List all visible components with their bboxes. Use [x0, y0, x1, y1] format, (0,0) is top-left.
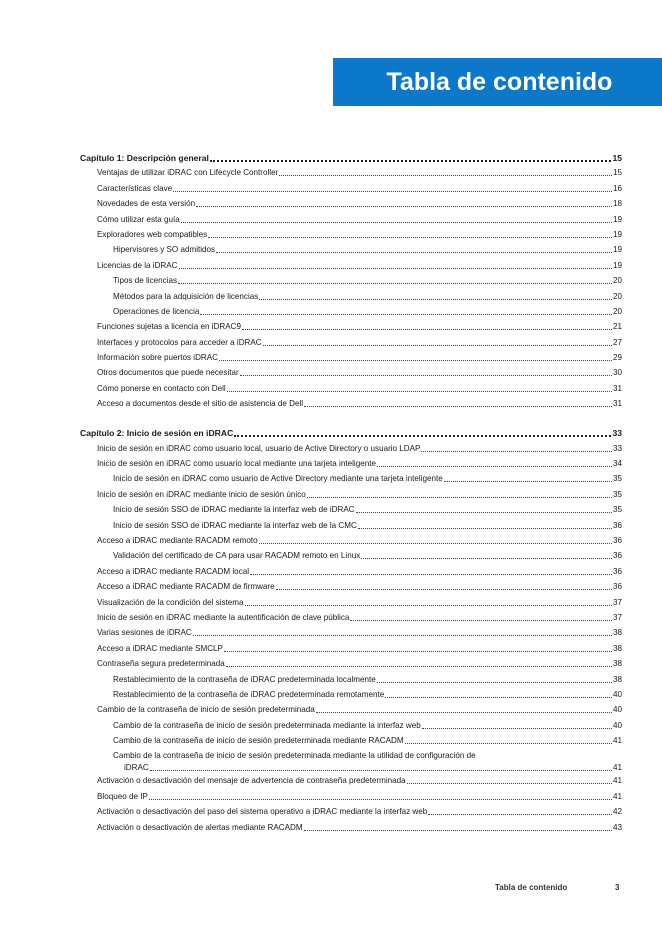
- toc-entry-title: Bloqueo de IP: [97, 791, 148, 801]
- dot-leader: [245, 605, 612, 606]
- dot-leader: [421, 451, 612, 452]
- toc-entry-page: 41: [612, 776, 622, 786]
- toc-entry-title: Cambio de la contraseña de inicio de sesión predeterminada mediante la utilidad de configuración de: [113, 751, 476, 761]
- toc-entry-page: 41: [612, 763, 622, 773]
- dot-leader: [224, 651, 612, 652]
- dot-leader: [240, 375, 612, 376]
- dot-leader: [428, 814, 612, 815]
- toc-entry-link[interactable]: [80, 715, 622, 730]
- toc-entry-link[interactable]: [80, 317, 622, 332]
- toc-entry-page: 35: [612, 505, 622, 515]
- toc-entry-link[interactable]: [80, 271, 622, 286]
- dot-leader: [178, 283, 612, 284]
- dot-leader: [316, 712, 612, 713]
- toc-entry-link[interactable]: [80, 592, 622, 607]
- dot-leader: [356, 512, 612, 513]
- toc-entry-page: 36: [612, 582, 622, 592]
- toc-entry-title: Acceso a iDRAC mediante SMCLP: [97, 643, 223, 653]
- dot-leader: [173, 191, 612, 192]
- toc-entry-title: Hipervisores y SO admitidos: [113, 245, 216, 255]
- dot-leader: [405, 743, 612, 744]
- toc-entry-link[interactable]: [80, 802, 622, 817]
- toc-entry-title: Inicio de sesión en iDRAC mediante inicio de sesión único: [97, 489, 306, 499]
- toc-entry-page: 38: [612, 674, 622, 684]
- toc-entry-title: Operaciones de licencia: [113, 306, 200, 316]
- toc-entry-title: Restablecimiento de la contraseña de iDRAC predeterminada localmente: [113, 674, 376, 684]
- toc-entry-link[interactable]: [80, 286, 622, 301]
- toc-entry-title: Inicio de sesión en iDRAC como usuario de Active Directory mediante una tarjeta inteligente: [113, 474, 443, 484]
- toc-entry-title: Otros documentos que puede necesitar: [97, 368, 239, 378]
- toc-entry-link[interactable]: [80, 378, 622, 393]
- toc-entry-page: 18: [612, 199, 622, 209]
- dot-leader: [242, 329, 612, 330]
- footer-label: Tabla de contenido: [495, 883, 568, 892]
- page-title: Tabla de contenido: [386, 68, 613, 96]
- dot-leader: [259, 299, 612, 300]
- toc-entry-title: Cómo utilizar esta guía: [97, 214, 180, 224]
- dot-leader: [149, 799, 612, 800]
- toc-entry-link[interactable]: [80, 731, 622, 746]
- toc-entry-link[interactable]: [80, 561, 622, 576]
- toc-entry-link[interactable]: [80, 746, 622, 771]
- dot-leader: [208, 237, 612, 238]
- toc-entry-page: 33: [612, 428, 622, 439]
- toc-entry-page: 36: [612, 566, 622, 576]
- toc-entry-link[interactable]: [80, 700, 622, 715]
- toc-entry-title: Cambio de la contraseña de inicio de sesión predeterminada: [97, 705, 315, 715]
- toc-entry-link[interactable]: [80, 363, 622, 378]
- toc-entry-link[interactable]: [80, 669, 622, 684]
- toc-entry-title-continued: iDRAC: [124, 763, 149, 773]
- toc-entry-link[interactable]: [80, 194, 622, 209]
- toc-entry-title: Ventajas de utilizar iDRAC con Lifecycle Controller: [97, 168, 279, 178]
- toc-entry-page: 35: [612, 474, 622, 484]
- toc-entry-page: 36: [612, 535, 622, 545]
- toc-entry-link[interactable]: [80, 771, 622, 786]
- toc-entry-page: 15: [612, 153, 622, 163]
- dot-leader: [179, 268, 612, 269]
- toc-entry-title: Acceso a iDRAC mediante RACADM local: [97, 566, 250, 576]
- toc-entry-link[interactable]: [80, 817, 622, 832]
- toc-entry-page: 20: [612, 306, 622, 316]
- toc-entry-title: Inicio de sesión SSO de iDRAC mediante la interfaz web de la CMC: [113, 520, 357, 530]
- toc-entry-title: Validación del certificado de CA para usar RACADM remoto en Linux: [113, 551, 361, 561]
- toc-entry-title: Inicio de sesión en iDRAC mediante la autentificación de clave pública: [97, 612, 350, 622]
- dot-leader: [210, 160, 612, 162]
- toc-entry-link[interactable]: [80, 209, 622, 224]
- toc-entry-title: Varias sesiones de iDRAC: [97, 628, 192, 638]
- toc-entry-page: 31: [612, 383, 622, 393]
- footer-page-number: 3: [615, 883, 620, 892]
- toc-entry-title: Activación o desactivación de alertas mediante RACADM: [97, 822, 303, 832]
- toc-entry-title: Cambio de la contraseña de inicio de sesión predeterminada mediante RACADM: [113, 736, 404, 746]
- toc-entry-title: Novedades de esta versión: [97, 199, 196, 209]
- toc-entry-page: 43: [612, 822, 622, 832]
- toc-chapter-link[interactable]: [80, 151, 622, 163]
- toc-entry-page: 19: [612, 214, 622, 224]
- dot-leader: [276, 589, 612, 590]
- dot-leader: [263, 345, 612, 346]
- dot-leader: [444, 481, 612, 482]
- toc-entry-link[interactable]: [80, 348, 622, 363]
- dot-leader: [193, 635, 612, 636]
- toc-entry-page: 37: [612, 597, 622, 607]
- toc-entry-page: 16: [612, 183, 622, 193]
- toc-entry-title: Métodos para la adquisición de licencias: [113, 291, 259, 301]
- dot-leader: [377, 466, 612, 467]
- dot-leader: [216, 252, 612, 253]
- toc-entry-page: 19: [612, 229, 622, 239]
- toc-entry-page: 15: [612, 168, 622, 178]
- toc-entry-link[interactable]: [80, 225, 622, 240]
- toc-entry-link[interactable]: [80, 685, 622, 700]
- toc-entry-page: 35: [612, 489, 622, 499]
- toc-entry-page: 29: [612, 353, 622, 363]
- toc-entry-page: 27: [612, 337, 622, 347]
- toc-entry-title: Activación o desactivación del mensaje de advertencia de contraseña predeterminada: [97, 776, 406, 786]
- toc-entry-link[interactable]: [80, 469, 622, 484]
- toc-entry-link[interactable]: [80, 240, 622, 255]
- toc-entry-page: 30: [612, 368, 622, 378]
- toc-entry-link[interactable]: [80, 786, 622, 801]
- toc-entry-title: Capítulo 1: Descripción general: [80, 153, 209, 163]
- toc-entry-page: 19: [612, 260, 622, 270]
- toc-entry-title: Contraseña segura predeterminada: [97, 659, 225, 669]
- toc-entry-link[interactable]: [80, 484, 622, 499]
- dot-leader: [304, 830, 612, 831]
- toc-entry-link[interactable]: [80, 454, 622, 469]
- table-of-contents: [80, 151, 622, 833]
- toc-entry-link[interactable]: [80, 515, 622, 530]
- toc-chapter-link[interactable]: [80, 426, 622, 438]
- dot-leader: [279, 175, 612, 176]
- dot-leader: [358, 528, 612, 529]
- toc-entry-page: 37: [612, 612, 622, 622]
- dot-leader: [422, 728, 612, 729]
- dot-leader: [196, 206, 612, 207]
- dot-leader: [385, 697, 612, 698]
- toc-entry-page: 41: [612, 791, 622, 801]
- toc-entry-title: Tipos de licencias: [113, 276, 178, 286]
- toc-entry-link[interactable]: [80, 302, 622, 317]
- dot-leader: [250, 574, 612, 575]
- toc-entry-title: Restablecimiento de la contraseña de iDRAC predeterminada remotamente: [113, 689, 385, 699]
- toc-entry-title: Capítulo 2: Inicio de sesión en iDRAC: [80, 428, 234, 439]
- toc-entry-title: Activación o desactivación del paso del sistema operativo a iDRAC mediante la interfaz web: [97, 807, 428, 817]
- toc-entry-title: Funciones sujetas a licencia en iDRAC9: [97, 322, 241, 332]
- dot-leader: [219, 360, 612, 361]
- toc-entry-link[interactable]: [80, 332, 622, 347]
- toc-entry-page: 19: [612, 245, 622, 255]
- toc-entry-page: 38: [612, 643, 622, 653]
- toc-entry-title: Acceso a iDRAC mediante RACADM remoto: [97, 535, 258, 545]
- toc-entry-link[interactable]: [80, 623, 622, 638]
- toc-entry-title: Exploradores web compatibles: [97, 229, 208, 239]
- toc-entry-page: 40: [612, 720, 622, 730]
- dot-leader: [304, 406, 612, 407]
- toc-entry-title: Cómo ponerse en contacto con Dell: [97, 383, 226, 393]
- dot-leader: [226, 666, 612, 667]
- toc-entry-page: 34: [612, 459, 622, 469]
- toc-entry-link[interactable]: [80, 500, 622, 515]
- toc-entry-link[interactable]: [80, 394, 622, 409]
- toc-entry-title: Características clave: [97, 183, 173, 193]
- toc-entry-page: 20: [612, 291, 622, 301]
- toc-entry-link[interactable]: [80, 546, 622, 561]
- dot-leader: [227, 391, 612, 392]
- toc-entry-page: 33: [612, 443, 622, 453]
- dot-leader: [361, 558, 612, 559]
- toc-entry-link[interactable]: [80, 638, 622, 653]
- toc-entry-page: 20: [612, 276, 622, 286]
- toc-entry-link[interactable]: [80, 255, 622, 270]
- toc-entry-page: 40: [612, 689, 622, 699]
- toc-entry-page: 31: [612, 399, 622, 409]
- toc-entry-link[interactable]: [80, 577, 622, 592]
- title-banner: [333, 58, 662, 106]
- toc-entry-page: 36: [612, 551, 622, 561]
- toc-entry-title: Licencias de la iDRAC: [97, 260, 178, 270]
- toc-entry-title: Acceso a iDRAC mediante RACADM de firmware: [97, 582, 275, 592]
- toc-entry-link[interactable]: [80, 531, 622, 546]
- toc-entry-link[interactable]: [80, 178, 622, 193]
- toc-entry-title: Inicio de sesión en iDRAC como usuario local mediante una tarjeta inteligente: [97, 459, 376, 469]
- toc-entry-page: 42: [612, 807, 622, 817]
- chapter-spacer: [80, 409, 622, 426]
- toc-entry-page: 38: [612, 659, 622, 669]
- toc-entry-link[interactable]: [80, 438, 622, 453]
- toc-entry-link[interactable]: [80, 163, 622, 178]
- toc-entry-page: 21: [612, 322, 622, 332]
- dot-leader: [181, 222, 612, 223]
- dot-leader: [150, 770, 612, 771]
- toc-entry-title: Interfaces y protocolos para acceder a iDRAC: [97, 337, 262, 347]
- toc-entry-link[interactable]: [80, 654, 622, 669]
- toc-entry-title: Inicio de sesión SSO de iDRAC mediante la interfaz web de iDRAC: [113, 505, 355, 515]
- toc-entry-title: Inicio de sesión en iDRAC como usuario local, usuario de Active Directory o usuario LDAP: [97, 443, 421, 453]
- toc-entry-title: Visualización de la condición del sistema: [97, 597, 244, 607]
- dot-leader: [234, 435, 611, 437]
- toc-entry-page: 38: [612, 628, 622, 638]
- dot-leader: [350, 620, 612, 621]
- toc-entry-link[interactable]: [80, 608, 622, 623]
- toc-entry-title: Información sobre puertos iDRAC: [97, 353, 219, 363]
- dot-leader: [307, 497, 612, 498]
- toc-entry-page: 41: [612, 736, 622, 746]
- dot-leader: [377, 682, 612, 683]
- toc-entry-page: 40: [612, 705, 622, 715]
- dot-leader: [259, 543, 612, 544]
- toc-entry-title: Cambio de la contraseña de inicio de sesión predeterminada mediante la interfaz web: [113, 720, 421, 730]
- dot-leader: [407, 783, 612, 784]
- dot-leader: [200, 314, 612, 315]
- toc-entry-title: Acceso a documentos desde el sitio de asistencia de Dell: [97, 399, 304, 409]
- toc-entry-page: 36: [612, 520, 622, 530]
